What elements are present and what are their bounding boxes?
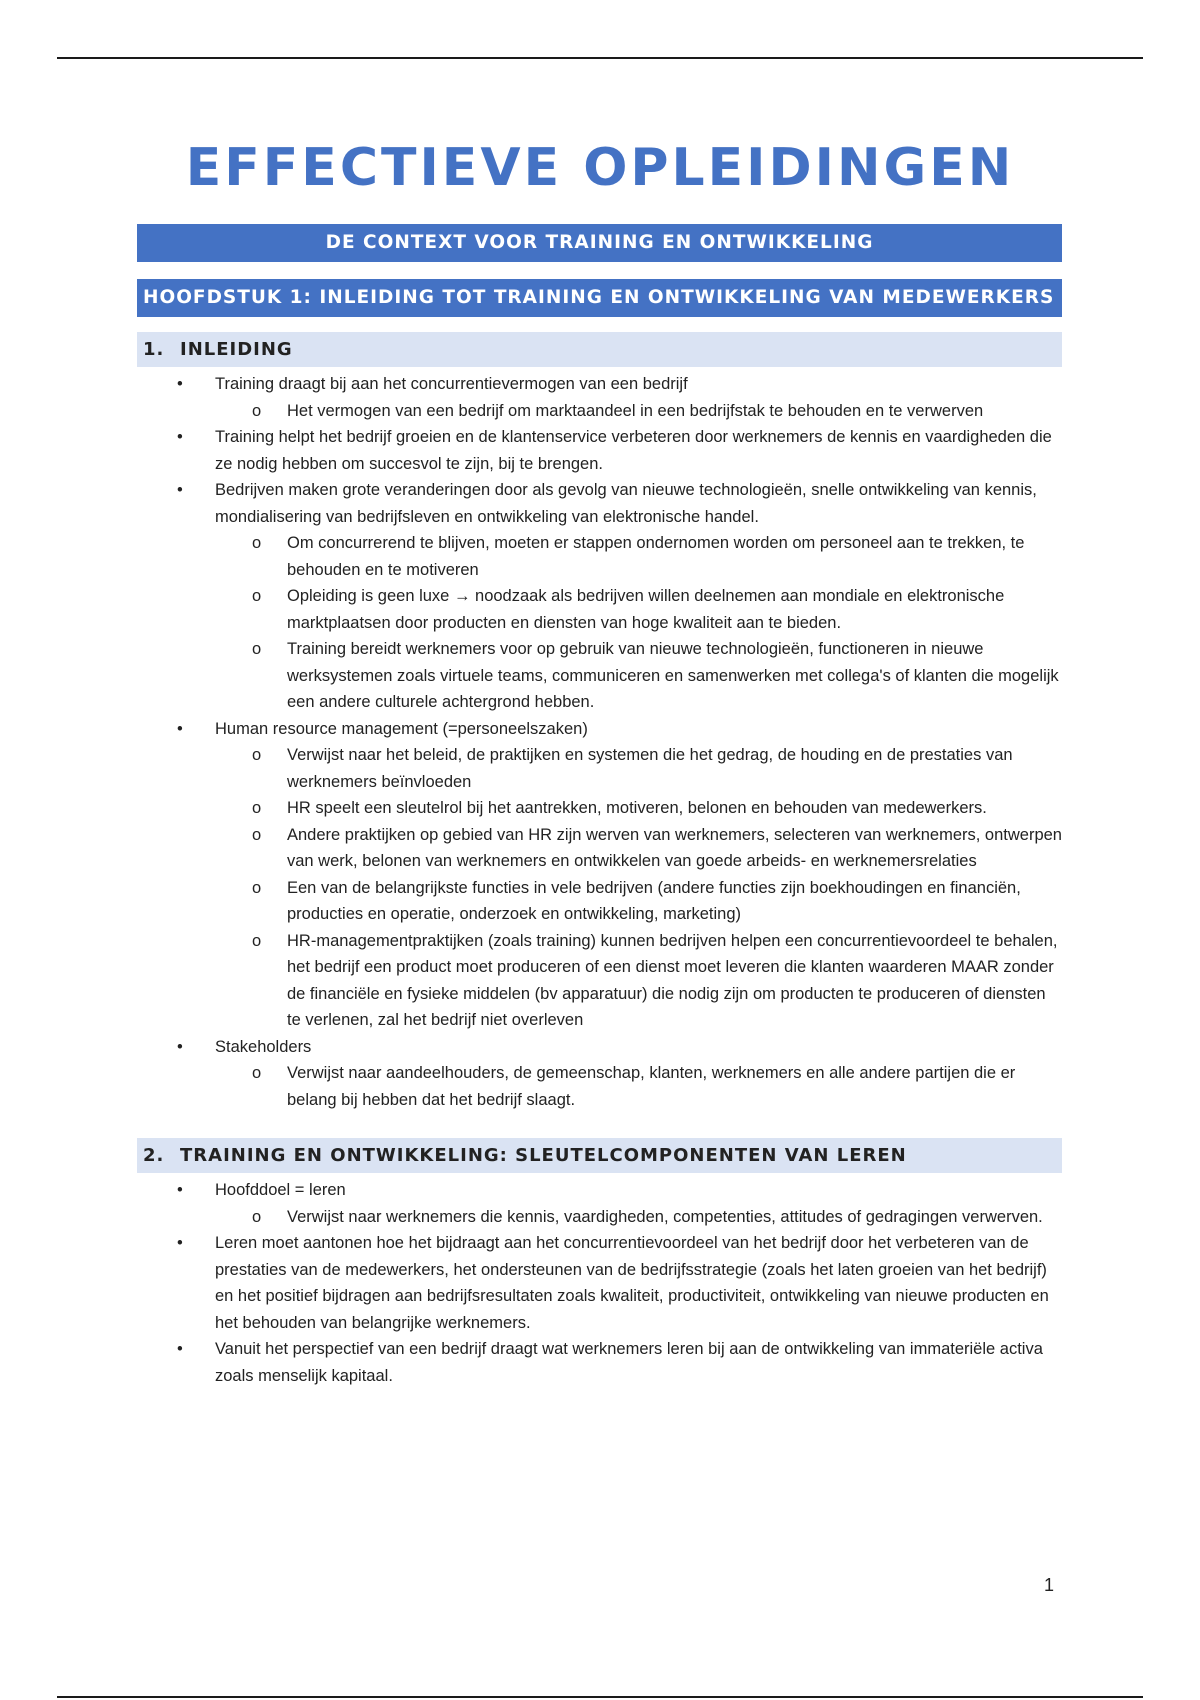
footer-rule xyxy=(57,1696,1143,1698)
sub-list-item xyxy=(137,928,1062,1034)
sub-bullet-icon: o xyxy=(252,1207,262,1226)
sub-list xyxy=(215,1060,1062,1113)
list-item-text: Leren moet aantonen hoe het bijdraagt aan het concurrentievoordeel van het bedrijf door het verbeteren van de prestaties van de medewerkers, het ondersteunen van de bedrijfsstrategie (zoals het laten groeien van het bedrijf) en het positief bijdragen aan bedrijfsresultaten zoals kwaliteit, productiviteit, ontwikkeling van nieuwe producten en het behouden van belangrijke werknemers. xyxy=(215,1234,1049,1332)
sub-list xyxy=(215,530,1062,716)
list-item-text: Training draagt bij aan het concurrentievermogen van een bedrijf xyxy=(215,375,688,393)
sub-bullet-icon: o xyxy=(252,746,262,764)
bullet-icon: • xyxy=(177,1340,183,1358)
list-item-text: Hoofddoel = leren xyxy=(215,1181,346,1199)
section-number: 2. xyxy=(143,1145,165,1166)
sub-bullet-icon: o xyxy=(252,825,262,844)
sub-list-item-text: Andere praktijken op gebied van HR zijn werven van werknemers, selecteren van werknemers, ontwerpen van werk, belonen van werknemers en ontwikkelen van goede arbeids- en werknemersrelaties xyxy=(287,825,1062,870)
section-number: 1. xyxy=(143,339,165,360)
sub-list-item-text: Verwijst naar aandeelhouders, de gemeenschap, klanten, werknemers en alle andere partijen die er belang bij hebben dat het bedrijf slaagt. xyxy=(287,1064,1016,1109)
section-heading-2 xyxy=(137,1138,1062,1173)
list-item xyxy=(137,477,1062,716)
sub-list-item-text: Het vermogen van een bedrijf om marktaandeel in een bedrijfstak te behouden en te verwerven xyxy=(287,401,984,420)
sub-bullet-icon: o xyxy=(252,799,262,817)
page-number: 1 xyxy=(1044,1575,1055,1595)
section-title: INLEIDING xyxy=(180,339,293,360)
bullet-icon: • xyxy=(177,375,183,393)
sub-list-item xyxy=(137,1204,1062,1231)
section-heading-1 xyxy=(137,332,1062,367)
sub-list-item-text: Verwijst naar werknemers die kennis, vaardigheden, competenties, attitudes of gedragingen verwerven. xyxy=(287,1207,1043,1226)
chapter-heading: HOOFDSTUK 1: INLEIDING TOT TRAINING EN ONTWIKKELING VAN MEDEWERKERS xyxy=(137,279,1062,317)
sub-list-item xyxy=(137,398,1062,425)
list-item-text: Human resource management (=personeelszaken) xyxy=(215,719,588,738)
sub-list-item-text: Verwijst naar het beleid, de praktijken en systemen die het gedrag, de houding en de prestaties van werknemers beïnvloeden xyxy=(287,746,1013,791)
list-item-text: Bedrijven maken grote veranderingen door als gevolg van nieuwe technologieën, snelle ontwikkeling van kennis, mondialisering van bedrijfsleven en ontwikkeling van elektronische handel. xyxy=(215,481,1037,526)
sub-bullet-icon: o xyxy=(252,1064,262,1082)
sub-list-item-text: HR-managementpraktijken (zoals training) kunnen bedrijven helpen een concurrentievoordeel te behalen, het bedrijf een product moet produceren of een dienst moet leveren die klanten waarderen MAAR zonder de financiële en fysieke middelen (bv apparatuur) die nodig zijn om producten te produceren of diensten te verlenen, zal het bedrijf niet overleven xyxy=(287,931,1058,1029)
sub-bullet-icon: o xyxy=(252,878,262,897)
sub-list-item-text: Om concurrerend te blijven, moeten er stappen ondernomen worden om personeel aan te trekken, te behouden en te motiveren xyxy=(287,534,1025,579)
part-heading: DE CONTEXT VOOR TRAINING EN ONTWIKKELING xyxy=(137,224,1062,262)
sub-list-item xyxy=(137,742,1062,795)
bullet-icon: • xyxy=(177,428,183,446)
list-item-text: Stakeholders xyxy=(215,1037,312,1056)
list-item xyxy=(137,1230,1062,1336)
sub-list-item-text: Training bereidt werknemers voor op gebruik van nieuwe technologieën, functioneren in nieuwe werksystemen zoals virtuele teams, communiceren en samenwerken met collega's of klanten die mogelijk een andere culturele achtergrond hebben. xyxy=(287,640,1059,711)
sub-list xyxy=(215,1204,1062,1231)
header-rule xyxy=(57,57,1143,59)
list-item xyxy=(137,371,1062,424)
sub-list-item xyxy=(137,636,1062,716)
sub-bullet-icon: o xyxy=(252,587,262,605)
sub-bullet-icon: o xyxy=(252,401,262,420)
list-item-text: Training helpt het bedrijf groeien en de klantenservice verbeteren door werknemers de kennis en vaardigheden die ze nodig hebben om succesvol te zijn, bij te brengen. xyxy=(215,428,1052,473)
sub-list-item-text: Een van de belangrijkste functies in vele bedrijven (andere functies zijn boekhoudingen en financiën, producties en operatie, onderzoek en ontwikkeling, marketing) xyxy=(287,878,1021,923)
sub-list xyxy=(215,742,1062,1034)
sub-bullet-icon: o xyxy=(252,931,262,950)
list-item xyxy=(137,424,1062,477)
list-item xyxy=(137,1034,1062,1114)
sub-list-item-text: Opleiding is geen luxe → noodzaak als bedrijven willen deelnemen aan mondiale en elektronische marktplaatsen door producten en diensten van hoge kwaliteit aan te bieden. xyxy=(287,587,1005,632)
bullet-icon: • xyxy=(177,719,183,738)
document-body xyxy=(137,224,1062,1389)
sub-list-item xyxy=(137,1060,1062,1113)
bullet-icon: • xyxy=(177,1181,183,1199)
list-item xyxy=(137,1177,1062,1230)
list-item-text: Vanuit het perspectief van een bedrijf draagt wat werknemers leren bij aan de ontwikkeling van immateriële activa zoals menselijk kapitaal. xyxy=(215,1340,1043,1385)
sub-list-item xyxy=(137,530,1062,583)
sub-list-item xyxy=(137,875,1062,928)
section-title: TRAINING EN ONTWIKKELING: SLEUTELCOMPONENTEN VAN LEREN xyxy=(180,1145,907,1166)
sub-list-item xyxy=(137,583,1062,636)
sub-list-item-text: HR speelt een sleutelrol bij het aantrekken, motiveren, belonen en behouden van medewerkers. xyxy=(287,799,987,817)
section-1-list xyxy=(137,371,1062,1113)
sub-bullet-icon: o xyxy=(252,640,262,658)
section-2-list xyxy=(137,1177,1062,1389)
sub-list-item xyxy=(137,795,1062,822)
list-item xyxy=(137,716,1062,1034)
bullet-icon: • xyxy=(177,1037,183,1056)
bullet-icon: • xyxy=(177,481,183,499)
sub-list-item xyxy=(137,822,1062,875)
bullet-icon: • xyxy=(177,1234,183,1252)
document-title: EFFECTIEVE OPLEIDINGEN xyxy=(185,138,1015,198)
sub-bullet-icon: o xyxy=(252,534,262,552)
sub-list xyxy=(215,398,1062,425)
list-item xyxy=(137,1336,1062,1389)
